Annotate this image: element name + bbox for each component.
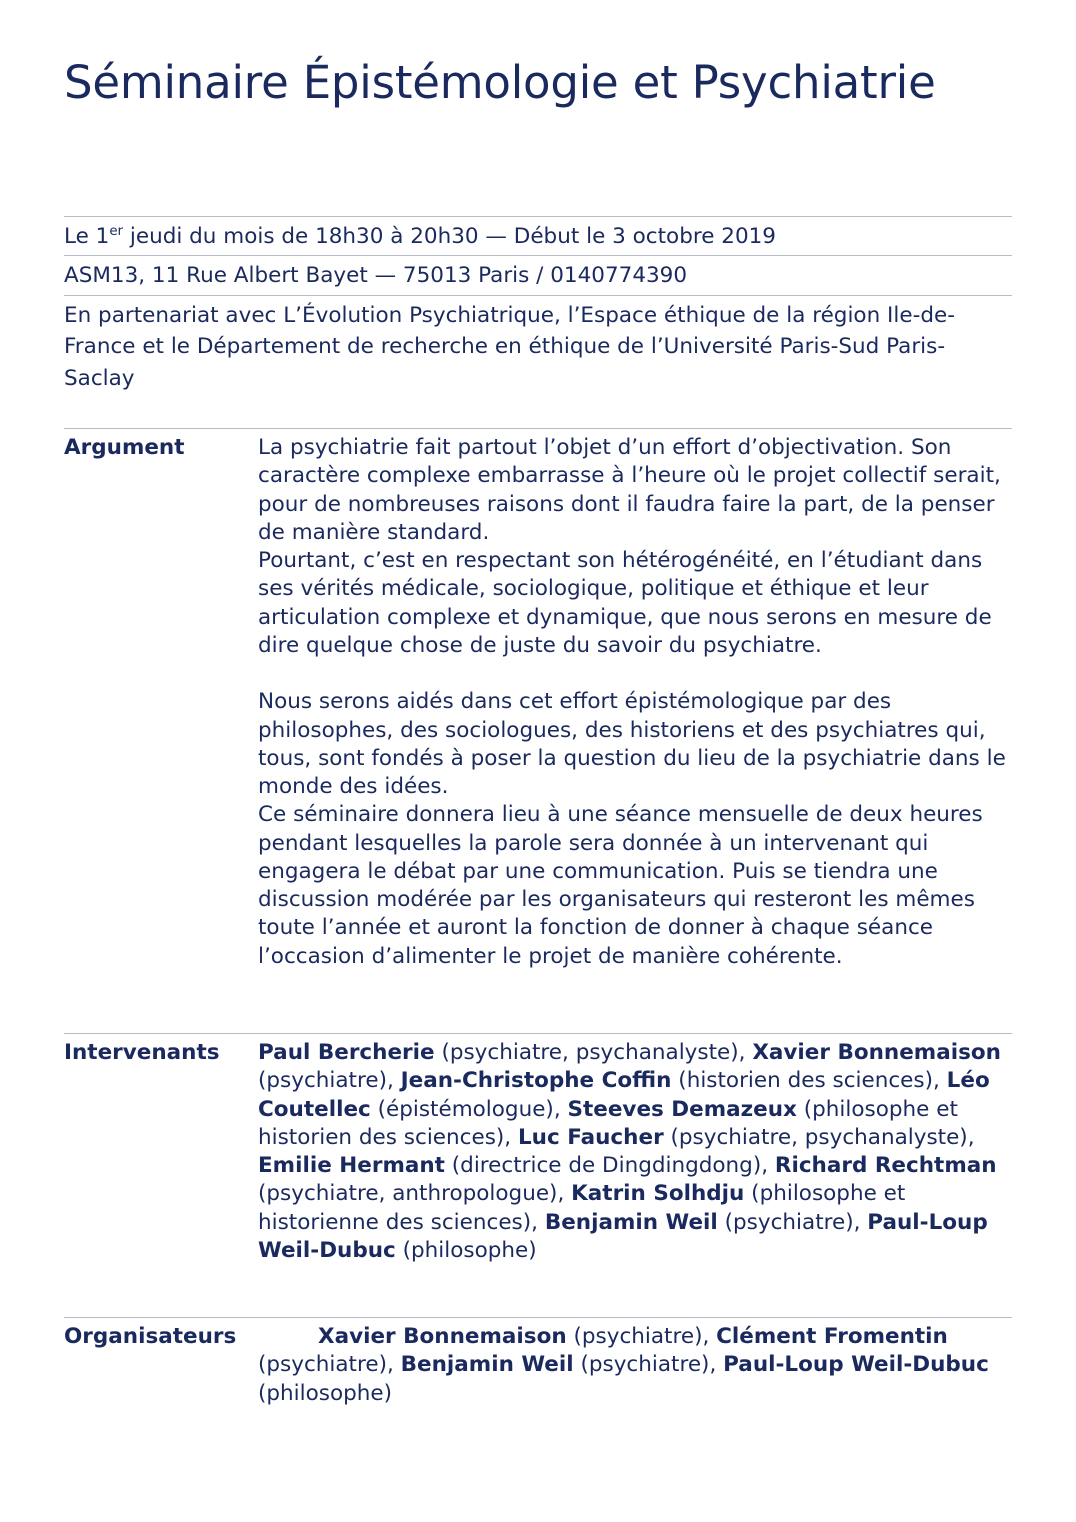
person-name: Benjamin Weil [400,1352,574,1378]
person-role: (psychiatre, psychanalyste), [663,1124,975,1150]
person-role: (philosophe et historienne des sciences), [258,1181,906,1235]
section-content-argument [258,434,1012,971]
argument-paragraph-2: Pourtant, c’est en respectant son hétérogénéité, en l’étudiant dans ses vérités médicale, sociologique, politique et éthique et leur articulation complexe et dynamique, que nous serons en mesure de dire quelque chose de juste du savoir du psychiatre. [258,548,992,658]
section-organisateurs [64,1317,1012,1408]
argument-paragraph-3: Nous serons aidés dans cet effort épistémologique par des philosophes, des sociologues, des historiens et des psychiatres qui, tous, sont fondés à poser la question du lieu de la psychiatrie dans le monde des idées. [258,689,1006,800]
schedule-ordinal-suffix: er [109,223,124,239]
person-name: Xavier Bonnemaison [318,1324,567,1350]
person-role: (philosophe et historien des sciences), [258,1096,958,1150]
section-argument [64,428,1012,971]
person-role: (philosophe) [258,1380,393,1406]
argument-paragraph-4: Ce séminaire donnera lieu à une séance mensuelle de deux heures pendant lesquelles la parole sera donnée à un intervenant qui engagera le débat par une communication. Puis se tiendra une discussion modérée par les organisateurs qui resteront les mêmes toute l’année et auront la fonction de donner à chaque séance l’occasion d’alimenter le projet de manière cohérente. [258,802,983,969]
person-name: Xavier Bonnemaison [752,1040,1001,1066]
person-role: (psychiatre), [566,1324,717,1350]
person-role: (philosophe) [395,1237,537,1263]
meta-block [64,216,1012,398]
section-label-organisateurs: Organisateurs [64,1324,237,1350]
person-name: Emilie Hermant [258,1153,445,1179]
section-content-organisateurs [258,1323,1012,1408]
person-name: Steeves Demazeux [567,1096,797,1122]
person-name: Clément Fromentin [716,1324,948,1350]
page-title: Séminaire Épistémologie et Psychiatrie [64,56,936,109]
section-intervenants [64,1033,1012,1265]
person-name: Luc Faucher [517,1124,664,1150]
section-label-intervenants: Intervenants [64,1040,220,1066]
person-role: (psychiatre, psychanalyste), [434,1040,753,1066]
person-name: Paul-Loup Weil-Dubuc [723,1352,989,1378]
argument-paragraph-1: La psychiatrie fait partout l’objet d’un effort d’objectivation. Son caractère complexe embarrasse à l’heure où le projet collectif serait, pour de nombreuses raisons dont il faudra faire la part, de la penser de manière standard. [258,434,1001,545]
person-role: (psychiatre), [258,1068,401,1094]
person-role: (épistémologue), [370,1096,568,1122]
person-name: Katrin Solhdju [571,1181,745,1207]
person-name: Léo Coutellec [258,1068,990,1122]
person-role: (psychiatre), [573,1352,724,1378]
people-paragraph [258,1323,1012,1408]
person-role: (psychiatre, anthropologue), [258,1181,572,1207]
partnership-line [64,296,1012,398]
partnership-italic: L’Évolution Psychiatrique, l’Espace éthique de la région Ile-de-France et le Département de recherche en éthique de l’Université Paris-Sud Paris-Saclay [64,302,955,391]
person-role: (psychiatre), [258,1352,401,1378]
person-name: Jean-Christophe Coffin [400,1068,672,1094]
person-role: (directrice de Dingdingdong), [444,1153,775,1179]
person-role: (psychiatre), [717,1209,868,1235]
schedule-line [64,217,1012,256]
partnership-lead: En partenariat avec [64,302,284,328]
person-name: Benjamin Weil [544,1209,718,1235]
section-content-intervenants [258,1039,1012,1265]
person-role: (historien des sciences), [671,1068,947,1094]
person-name: Richard Rechtman [774,1153,997,1179]
person-name: Paul-Loup Weil-Dubuc [258,1209,988,1263]
person-name: Paul Bercherie [258,1040,435,1066]
schedule-rest: jeudi du mois de 18h30 à 20h30 — Début le 3 octobre 2019 [123,223,776,249]
people-paragraph [258,1039,1012,1265]
schedule-prefix: Le 1 [64,223,110,249]
venue-line: ASM13, 11 Rue Albert Bayet — 75013 Paris / 0140774390 [64,263,688,289]
section-label-argument: Argument [64,434,185,460]
